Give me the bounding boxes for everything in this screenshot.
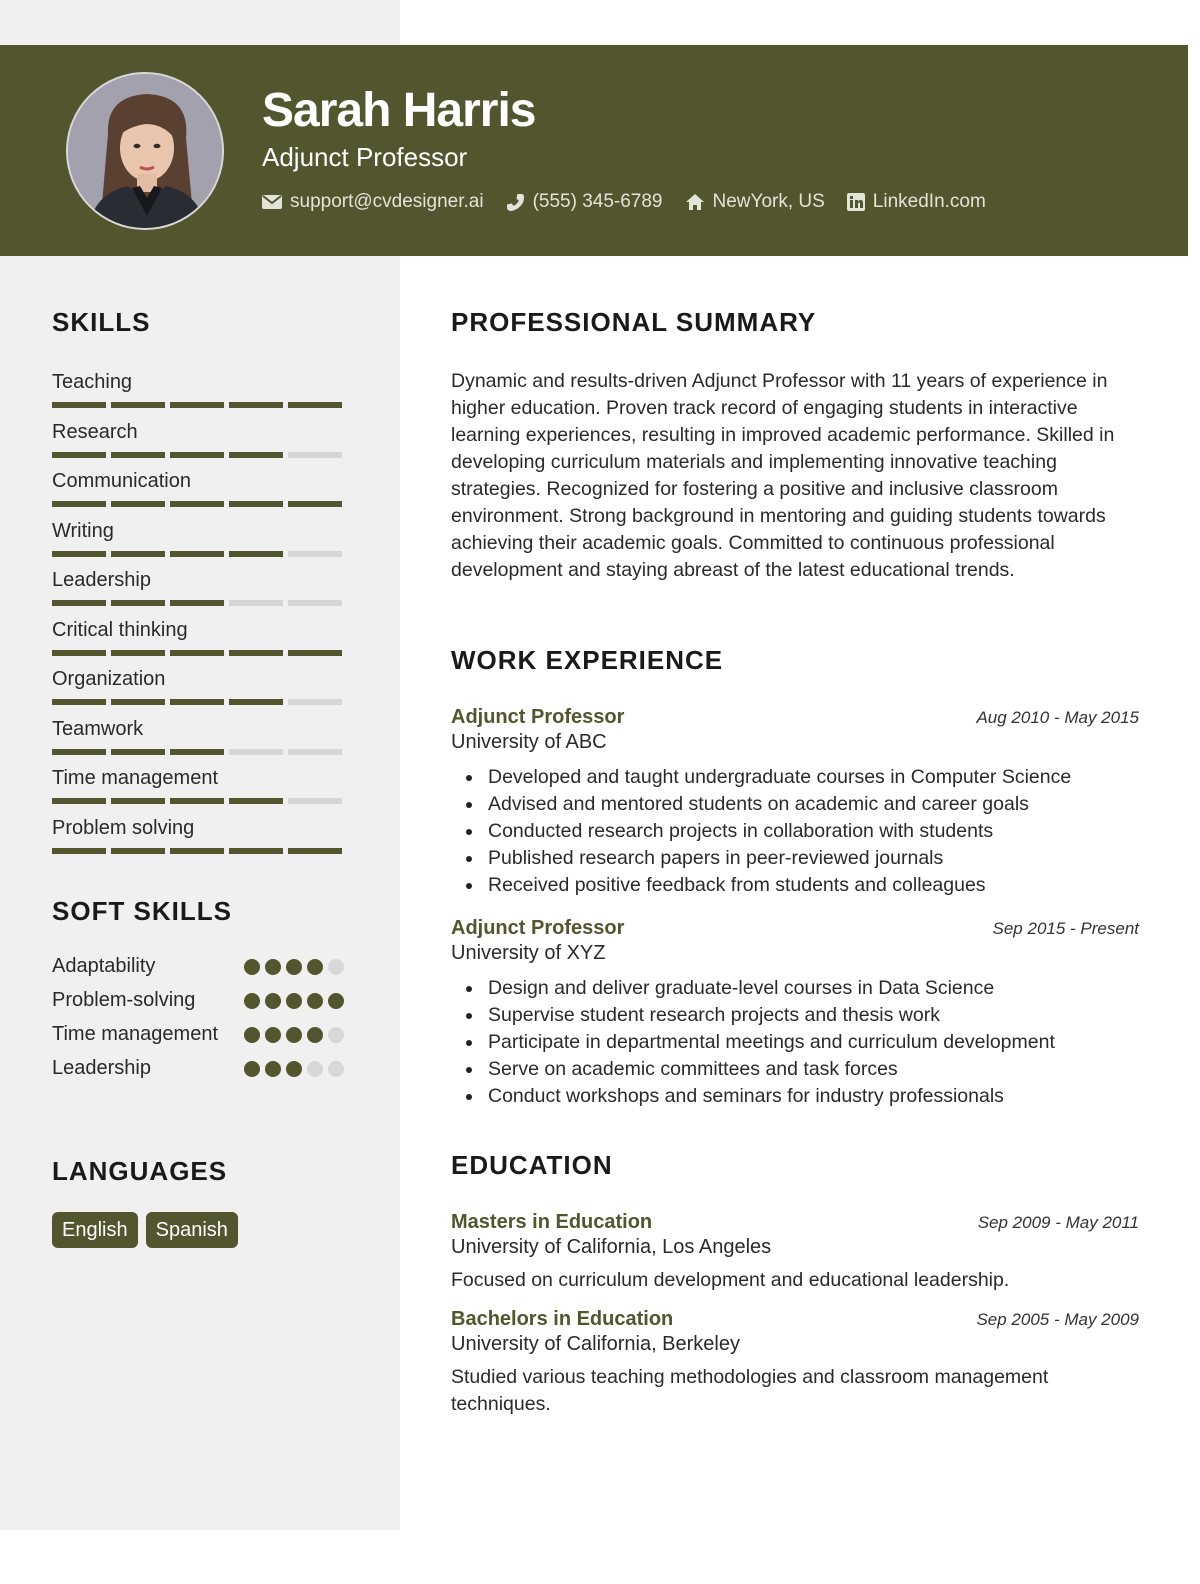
skill-level-segment <box>170 402 224 408</box>
skill-level-segment <box>229 600 283 606</box>
job-date: Aug 2010 - May 2015 <box>976 708 1139 727</box>
skill-level-segment <box>229 452 283 458</box>
job-bullet: Conducted research projects in collaboration with students <box>451 818 1139 845</box>
skill-label: Organization <box>52 668 166 690</box>
skill-level-segment <box>229 699 283 705</box>
skill-level-segment <box>288 452 342 458</box>
skill-label: Writing <box>52 519 114 542</box>
skill-level-segment <box>52 848 106 854</box>
skill-level-segment <box>52 600 106 606</box>
rating-dot <box>265 993 281 1009</box>
rating-dot <box>328 1061 344 1077</box>
skill-level-segment <box>111 402 165 408</box>
rating-dot <box>244 1061 260 1077</box>
job-bullet: Participate in departmental meetings and curriculum development <box>451 1029 1139 1056</box>
job-bullet: Serve on academic committees and task forces <box>451 1056 1139 1083</box>
skill-level-segment <box>170 600 224 606</box>
work-section <box>451 645 1139 1110</box>
skill-level-segment <box>111 452 165 458</box>
skill-item <box>52 470 352 520</box>
job-organization: University of ABC <box>451 731 607 753</box>
skill-level-segment <box>229 501 283 507</box>
skill-level-segment <box>111 501 165 507</box>
skill-level-segment <box>52 749 106 755</box>
skill-level-segment <box>52 501 106 507</box>
resume-header <box>0 45 1188 256</box>
skill-level-segment <box>288 749 342 755</box>
skill-level-bars <box>52 501 352 507</box>
skill-level-segment <box>170 848 224 854</box>
skill-label: Critical thinking <box>52 618 188 641</box>
skill-level-segment <box>288 699 342 705</box>
skill-label: Communication <box>52 470 191 492</box>
rating-dot <box>328 959 344 975</box>
skill-level-segment <box>170 699 224 705</box>
job-organization: University of XYZ <box>451 942 606 964</box>
skill-level-segment <box>170 798 224 804</box>
skill-item <box>52 421 352 471</box>
skill-item <box>52 520 352 570</box>
avatar <box>66 72 224 230</box>
rating-dot <box>244 959 260 975</box>
contact-list <box>262 191 986 213</box>
skill-level-segment <box>52 699 106 705</box>
rating-dot <box>307 993 323 1009</box>
rating-dot <box>286 1027 302 1043</box>
job-bullet: Conduct workshops and seminars for industry professionals <box>451 1083 1139 1110</box>
soft-skill-item <box>52 1054 344 1083</box>
rating-dot <box>307 959 323 975</box>
rating-dot <box>265 959 281 975</box>
skill-level-bars <box>52 402 352 408</box>
envelope-icon <box>262 194 282 210</box>
skill-level-bars <box>52 749 352 755</box>
skills-title: SKILLS <box>52 307 151 337</box>
skill-level-bars <box>52 551 352 557</box>
skill-item <box>52 619 352 669</box>
rating-dot <box>307 1061 323 1077</box>
skill-level-segment <box>170 551 224 557</box>
education-list <box>451 1211 1139 1418</box>
education-section <box>451 1150 1139 1418</box>
skill-level-segment <box>288 600 342 606</box>
skill-level-segment <box>111 650 165 656</box>
rating-dot <box>328 993 344 1009</box>
skill-level-bars <box>52 452 352 458</box>
soft-skill-item <box>52 986 344 1015</box>
rating-dot <box>286 993 302 1009</box>
skill-label: Teaching <box>52 371 133 393</box>
rating-dot <box>244 993 260 1009</box>
linkedin-icon <box>847 193 865 211</box>
skill-level-segment <box>288 551 342 557</box>
skill-level-segment <box>52 650 106 656</box>
soft-skill-rating <box>244 959 344 975</box>
rating-dot <box>244 1027 260 1043</box>
soft-skill-rating <box>244 993 344 1009</box>
job-bullet: Published research papers in peer-reviewed journals <box>451 845 1139 872</box>
contact-linkedin[interactable]: LinkedIn.com <box>847 191 986 213</box>
degree-title: Bachelors in Education <box>451 1308 674 1330</box>
skill-level-segment <box>52 551 106 557</box>
rating-dot <box>265 1027 281 1043</box>
summary-title: PROFESSIONAL SUMMARY <box>451 307 817 337</box>
soft-skills-title: SOFT SKILLS <box>52 896 232 926</box>
skill-level-segment <box>111 749 165 755</box>
degree-title: Masters in Education <box>451 1211 653 1233</box>
skill-level-segment <box>170 452 224 458</box>
skill-level-bars <box>52 848 352 854</box>
job-entry <box>451 706 1139 899</box>
skill-level-segment <box>229 848 283 854</box>
work-title: WORK EXPERIENCE <box>451 645 724 675</box>
language-list <box>52 1212 352 1248</box>
job-bullet: Received positive feedback from students and colleagues <box>451 872 1139 899</box>
phone-icon <box>506 193 525 212</box>
education-entry <box>451 1211 1139 1294</box>
soft-skill-label: Time management <box>52 1023 218 1045</box>
contact-phone[interactable]: (555) 345-6789 <box>506 191 663 213</box>
job-title: Adjunct Professor <box>451 917 625 939</box>
skill-level-segment <box>111 551 165 557</box>
summary-section <box>451 307 1139 584</box>
skill-level-segment <box>52 402 106 408</box>
contact-email[interactable]: support@cvdesigner.ai <box>262 191 484 213</box>
language-badge: English <box>52 1212 138 1248</box>
skill-level-segment <box>111 600 165 606</box>
skill-level-segment <box>170 749 224 755</box>
education-header <box>451 1211 1139 1234</box>
soft-skill-label: Problem-solving <box>52 989 196 1011</box>
education-entry <box>451 1308 1139 1418</box>
skill-level-segment <box>52 452 106 458</box>
skill-level-bars <box>52 650 352 656</box>
rating-dot <box>307 1027 323 1043</box>
skills-section <box>52 307 352 866</box>
skill-level-segment <box>229 749 283 755</box>
skill-item <box>52 817 352 867</box>
skill-level-segment <box>229 798 283 804</box>
skill-level-segment <box>288 402 342 408</box>
language-badge: Spanish <box>146 1212 238 1248</box>
education-description: Focused on curriculum development and educational leadership. <box>451 1269 1010 1291</box>
soft-skills-list <box>52 952 344 1083</box>
languages-section <box>52 1156 352 1248</box>
school-name: University of California, Los Angeles <box>451 1236 772 1258</box>
skill-item <box>52 569 352 619</box>
education-date: Sep 2009 - May 2011 <box>977 1213 1139 1232</box>
soft-skills-section <box>52 896 344 1088</box>
skill-level-segment <box>52 798 106 804</box>
languages-title: LANGUAGES <box>52 1156 228 1186</box>
soft-skill-rating <box>244 1027 344 1043</box>
skill-level-bars <box>52 798 352 804</box>
summary-text: Dynamic and results-driven Adjunct Professor with 11 years of experience in higher education. Proven track record of engaging students in interactive learning experiences, resulting in improved academic performance. Skilled in developing curriculum materials and implementing innovative teaching strategies. Recognized for fostering a positive and inclusive classroom environment. Strong background in mentoring and guiding students towards achieving their academic goals. Committed to continuous professional development and staying abreast of the latest educational trends. <box>451 370 1115 581</box>
job-header <box>451 917 1139 940</box>
skill-item <box>52 718 352 768</box>
contact-location[interactable]: NewYork, US <box>685 191 825 213</box>
rating-dot <box>328 1027 344 1043</box>
skill-level-bars <box>52 600 352 606</box>
job-entry <box>451 917 1139 1110</box>
education-date: Sep 2005 - May 2009 <box>976 1310 1139 1329</box>
skill-level-segment <box>111 798 165 804</box>
soft-skill-item <box>52 952 344 981</box>
skill-level-segment <box>111 848 165 854</box>
job-list <box>451 706 1139 1110</box>
rating-dot <box>286 959 302 975</box>
soft-skill-label: Leadership <box>52 1057 151 1079</box>
skill-label: Time management <box>52 767 218 789</box>
skill-level-segment <box>288 848 342 854</box>
skill-level-segment <box>288 798 342 804</box>
skill-level-segment <box>170 650 224 656</box>
soft-skill-rating <box>244 1061 344 1077</box>
skill-label: Research <box>52 420 138 443</box>
skill-item <box>52 371 352 421</box>
soft-skill-item <box>52 1020 344 1049</box>
job-header <box>451 706 1139 729</box>
skill-label: Teamwork <box>52 717 144 740</box>
school-name: University of California, Berkeley <box>451 1333 740 1355</box>
job-title: Adjunct Professor <box>451 706 625 728</box>
skill-item <box>52 767 352 817</box>
job-bullet: Advised and mentored students on academic and career goals <box>451 791 1139 818</box>
job-bullets <box>451 975 1139 1110</box>
job-bullet: Developed and taught undergraduate courses in Computer Science <box>451 764 1139 791</box>
skill-level-segment <box>229 650 283 656</box>
skill-label: Problem solving <box>52 816 195 839</box>
skills-list <box>52 371 352 866</box>
soft-skill-label: Adaptability <box>52 955 156 977</box>
education-title: EDUCATION <box>451 1150 613 1180</box>
skill-item <box>52 668 352 718</box>
skill-level-bars <box>52 699 352 705</box>
skill-level-segment <box>288 501 342 507</box>
skill-level-segment <box>170 501 224 507</box>
candidate-role: Adjunct Professor <box>262 142 468 172</box>
skill-level-segment <box>229 551 283 557</box>
job-bullet: Supervise student research projects and thesis work <box>451 1002 1139 1029</box>
candidate-name: Sarah Harris <box>262 84 536 137</box>
rating-dot <box>265 1061 281 1077</box>
skill-level-segment <box>111 699 165 705</box>
skill-level-segment <box>229 402 283 408</box>
education-description: Studied various teaching methodologies and classroom management techniques. <box>451 1366 1049 1415</box>
job-bullet: Design and deliver graduate-level courses in Data Science <box>451 975 1139 1002</box>
job-bullets <box>451 764 1139 899</box>
home-icon <box>685 193 705 211</box>
job-date: Sep 2015 - Present <box>992 919 1139 938</box>
skill-label: Leadership <box>52 569 151 591</box>
skill-level-segment <box>288 650 342 656</box>
rating-dot <box>286 1061 302 1077</box>
education-header <box>451 1308 1139 1331</box>
